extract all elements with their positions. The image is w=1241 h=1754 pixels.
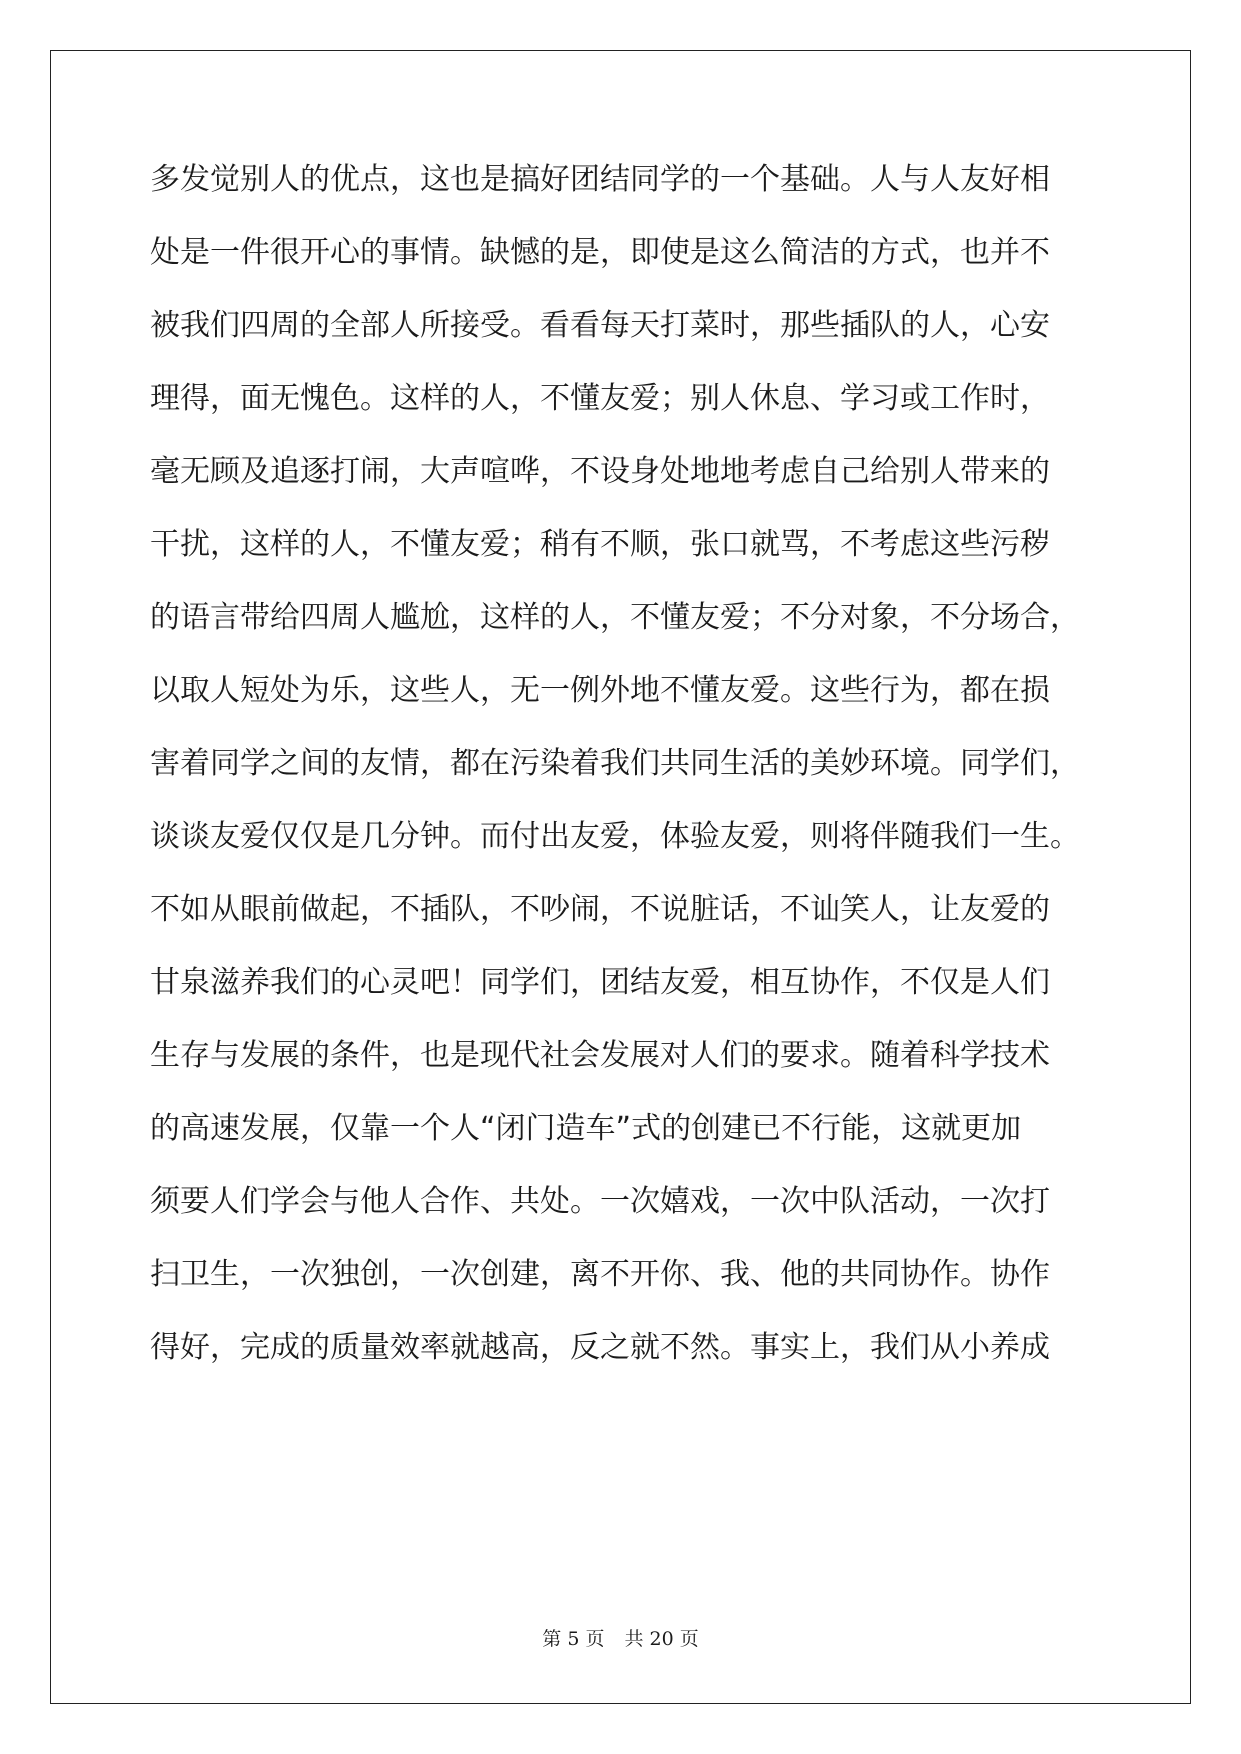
- page-footer: [0, 1624, 1241, 1651]
- text-line: 不如从眼前做起，不插队，不吵闹，不说脏话，不讪笑人，让友爱的: [150, 892, 1050, 927]
- text-line: 的语言带给四周人尴尬，这样的人，不懂友爱；不分对象，不分场合，: [150, 600, 1080, 635]
- text-line: 干扰，这样的人，不懂友爱；稍有不顺，张口就骂，不考虑这些污秽: [150, 527, 1050, 562]
- page-total: 共 20 页: [624, 1628, 699, 1650]
- text-line: 毫无顾及追逐打闹，大声喧哗，不设身处地地考虑自己给别人带来的: [150, 454, 1050, 489]
- text-line: 须要人们学会与他人合作、共处。一次嬉戏，一次中队活动，一次打: [150, 1184, 1050, 1219]
- text-line: 生存与发展的条件，也是现代社会发展对人们的要求。随着科学技术: [150, 1038, 1050, 1073]
- text-line: 扫卫生，一次独创，一次创建，离不开你、我、他的共同协作。协作: [150, 1257, 1050, 1292]
- text-line: 甘泉滋养我们的心灵吧！同学们，团结友爱，相互协作，不仅是人们: [150, 965, 1050, 1000]
- text-line: 得好，完成的质量效率就越高，反之就不然。事实上，我们从小养成: [150, 1330, 1050, 1365]
- text-line: 以取人短处为乐，这些人，无一例外地不懂友爱。这些行为，都在损: [150, 673, 1050, 708]
- text-line: 被我们四周的全部人所接受。看看每天打菜时，那些插队的人，心安: [150, 308, 1050, 343]
- text-line: 谈谈友爱仅仅是几分钟。而付出友爱，体验友爱，则将伴随我们一生。: [150, 819, 1080, 854]
- text-line: 处是一件很开心的事情。缺憾的是，即使是这么简洁的方式，也并不: [150, 235, 1050, 270]
- page-border: [50, 50, 1191, 1704]
- page-number: 第 5 页: [542, 1628, 605, 1650]
- text-line: 的高速发展，仅靠一个人“闭门造车”式的创建已不行能，这就更加: [150, 1111, 1022, 1146]
- text-line: 多发觉别人的优点，这也是搞好团结同学的一个基础。人与人友好相: [150, 162, 1050, 197]
- text-line: 理得，面无愧色。这样的人，不懂友爱；别人休息、学习或工作时，: [150, 381, 1050, 416]
- text-line: 害着同学之间的友情，都在污染着我们共同生活的美妙环境。同学们，: [150, 746, 1080, 781]
